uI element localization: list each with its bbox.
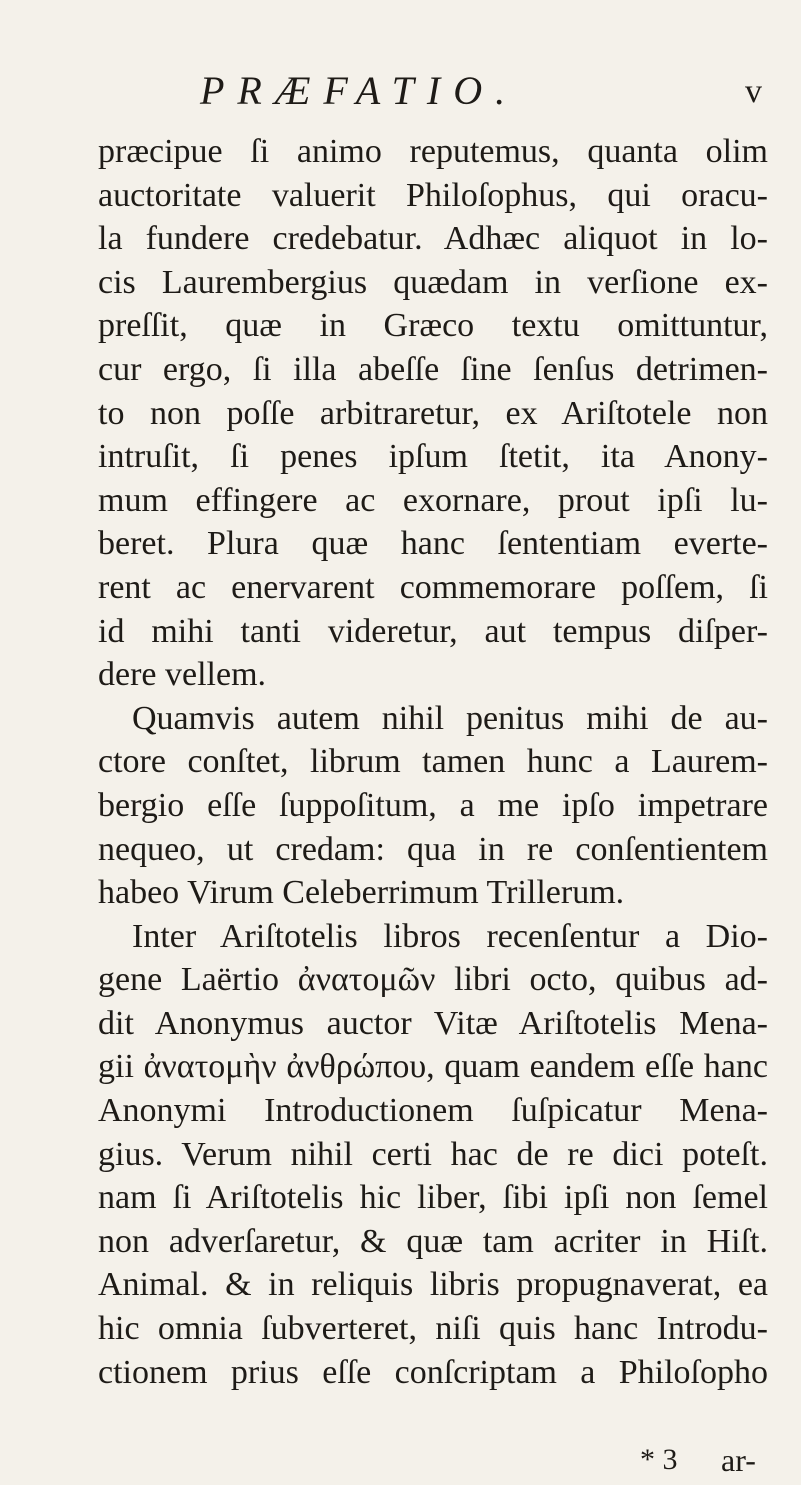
text-line: nequeo, ut credam: qua in re conſentientem	[98, 830, 768, 868]
text-line: hic omnia ſubverteret, niſi quis hanc Introdu-	[98, 1310, 768, 1348]
page-header	[0, 66, 801, 116]
text-line: cur ergo, ſi illa abeſſe ſine ſenſus detrimen-	[98, 350, 768, 388]
paragraph-first-line: Quamvis autem nihil penitus mihi de au-	[132, 699, 768, 737]
text-line: Animal. & in reliquis libris propugnaverat, ea	[98, 1266, 768, 1304]
text-line: gii ἀνατομὴν ἀνθρώπου, quam eandem eſſe hanc	[98, 1048, 768, 1086]
text-line: præcipue ſi animo reputemus, quanta olim	[98, 133, 768, 170]
folio-number: v	[745, 73, 762, 110]
running-title: PRÆFATIO.	[200, 68, 519, 113]
text-line: non adverſaretur, & quæ tam acriter in Hiſt.	[98, 1222, 768, 1260]
text-line: beret. Plura quæ hanc ſententiam everte-	[98, 525, 768, 563]
signature-mark: * 3	[640, 1443, 678, 1476]
catchword: ar-	[721, 1442, 756, 1478]
text-line: to non poſſe arbitraretur, ex Ariſtotele non	[98, 394, 768, 432]
text-line: dere vellem.	[98, 656, 267, 694]
text-line: ctore conſtet, librum tamen hunc a Laurem-	[98, 743, 768, 781]
text-line: ctionem prius eſſe conſcriptam a Philoſopho	[98, 1353, 768, 1391]
text-line: dit Anonymus auctor Vitæ Ariſtotelis Mena-	[98, 1004, 768, 1042]
text-line: preſſit, quæ in Græco textu omittuntur,	[98, 307, 768, 345]
body-text	[98, 130, 768, 1394]
paragraph-first-line: Inter Ariſtotelis libros recenſentur a Dio-	[132, 917, 768, 955]
text-line: nam ſi Ariſtotelis hic liber, ſibi ipſi non ſemel	[98, 1179, 768, 1217]
text-line: gius. Verum nihil certi hac de re dici poteſt.	[98, 1135, 768, 1173]
text-line: id mihi tanti videretur, aut tempus diſper-	[98, 612, 768, 650]
text-line: rent ac enervarent commemorare poſſem, ſi	[98, 568, 768, 606]
text-line: mum effingere ac exornare, prout ipſi lu-	[98, 481, 768, 519]
text-line: bergio eſſe ſuppoſitum, a me ipſo impetrare	[98, 786, 768, 824]
text-line: cis Laurembergius quædam in verſione ex-	[98, 263, 768, 301]
text-line: la fundere credebatur. Adhæc aliquot in lo-	[98, 220, 768, 258]
text-line: habeo Virum Celeberrimum Trillerum.	[98, 874, 625, 912]
text-line: intruſit, ſi penes ipſum ſtetit, ita Anony-	[98, 438, 768, 476]
text-line: auctoritate valuerit Philoſophus, qui oracu-	[98, 176, 768, 214]
text-line: Anonymi Introductionem ſuſpicatur Mena-	[98, 1092, 768, 1130]
page-footer	[0, 1440, 801, 1480]
text-line: gene Laërtio ἀνατομῶν libri octo, quibus ad-	[98, 961, 768, 999]
